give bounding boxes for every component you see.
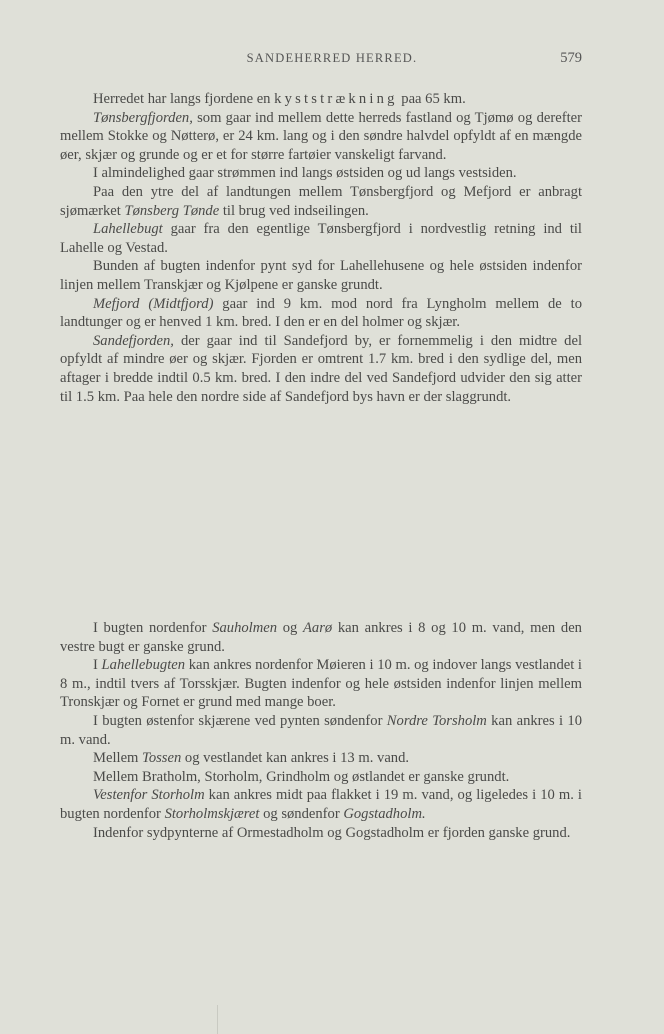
text-run: Indenfor sydpynterne af Ormestadholm og Gogstadholm er fjorden ganske grund. (93, 824, 571, 841)
emphasis: kyststrækning (274, 91, 398, 107)
text-run: Herredet har langs fjordene en (93, 91, 275, 107)
paragraph (60, 295, 582, 332)
text-run: Paa den ytre del af landtungen mellem Tønsbergfjord og Mefjord er anbragt sjømærket (60, 183, 582, 219)
paragraph (60, 220, 582, 257)
paragraph (60, 749, 582, 768)
text-run: gaar fra den egentlige Tønsbergfjord i nordvestlig retning ind til Lahelle og Vestad. (60, 221, 582, 256)
text-run: Mellem Bratholm, Storholm, Grindholm og østlandet er ganske grundt. (93, 768, 510, 785)
place-name: Gogstadholm. (343, 805, 426, 822)
text-run: I bugten nordenfor (93, 620, 213, 636)
paragraph (60, 712, 582, 749)
text-run: gaar ind 9 km. mod nord fra Lyngholm mellem de to landtunger og er henved 1 km. bred. I den er en del holmer og skjær. (60, 295, 582, 331)
text-run: kan ankres i 10 m. vand. (60, 712, 582, 748)
place-name: Aarø (303, 620, 333, 636)
place-name: Storholmskjæret (164, 805, 260, 822)
paragraph (60, 656, 582, 712)
place-name: Vestenfor Storholm (93, 787, 205, 804)
paragraph (60, 332, 582, 406)
paragraph (60, 786, 582, 823)
place-name: Tossen (142, 750, 182, 767)
paragraph (60, 183, 582, 220)
text-run: og vestlandet kan ankres i 13 m. vand. (181, 750, 410, 767)
place-name: Tønsbergfjorden, (93, 109, 193, 126)
paragraph (60, 824, 582, 843)
text-run: kan ankres i 8 og 10 m. vand, men den vestre bugt er ganske grund. (60, 620, 582, 655)
text-run: paa 65 km. (397, 91, 466, 107)
text-run: I almindelighed gaar strømmen ind langs østsiden og ud langs vestsiden. (93, 165, 517, 182)
page-number: 579 (560, 50, 582, 66)
running-head: SANDEHERRED HERRED. (246, 51, 418, 65)
page-fold-mark (217, 1005, 218, 1034)
paragraph (60, 257, 582, 294)
text-run: kan ankres nordenfor Møieren i 10 m. og indover langs vestlandet i 8 m., indtil tvers af Torsskjær. Bugten indenfor og hele østsiden indenfor linjen mellem Tronskjær og Fornet er grund med mange boer. (60, 657, 582, 711)
text-run: der gaar ind til Sandefjord by, er fornemmelig i den midtre del opfyldt af mindre øer og skjær. Fjorden er omtrent 1.7 km. bred i den sydlige del, men aftager i bredde indtil 0.5 km. bred. I den indre del ved Sandefjord udvider den sig atter til 1.5 km. Paa hele den nordre side af Sandefjord bys havn er der slaggrundt. (60, 332, 582, 405)
place-name: Tønsberg Tønde (124, 202, 220, 219)
place-name: Nordre Torsholm (386, 712, 487, 729)
place-name: Sandefjorden, (93, 332, 174, 349)
page-header (0, 51, 664, 71)
text-run: og søndenfor (259, 805, 344, 822)
section-fjords (60, 90, 582, 406)
text-run: I bugten østenfor skjærene ved pynten søndenfor (93, 712, 387, 729)
text-run: og (277, 620, 304, 636)
paragraph (60, 90, 582, 109)
text-run: Mellem (93, 750, 143, 767)
text-run: kan ankres midt paa flakket i 19 m. vand, og ligeledes i 10 m. i bugten nordenfor (60, 787, 582, 822)
paragraph (60, 619, 582, 656)
text-run: til brug ved indseilingen. (219, 202, 369, 219)
paragraph (60, 164, 582, 183)
place-name: Lahellebugt (93, 221, 163, 238)
place-name: Mefjord (Midtfjord) (93, 295, 214, 312)
section-anchorage (60, 619, 582, 842)
text-run: Bunden af bugten indenfor pynt syd for Lahellehusene og hele østsiden indenfor linjen mellem Transkjær og Kjølpene er ganske grundt. (60, 258, 582, 293)
place-name: Sauholmen (212, 620, 278, 636)
paragraph (60, 109, 582, 165)
paragraph (60, 768, 582, 787)
text-run: I (93, 657, 102, 674)
place-name: Lahellebugten (101, 657, 186, 674)
text-run: som gaar ind mellem dette herreds fastland og Tjømø og derefter mellem Stokke og Nøtterø, er 24 km. lang og i den søndre halvdel opfyldt af en mængde øer, skjær og grunde og er et for større fartøier vanskeligt farvand. (60, 109, 582, 163)
